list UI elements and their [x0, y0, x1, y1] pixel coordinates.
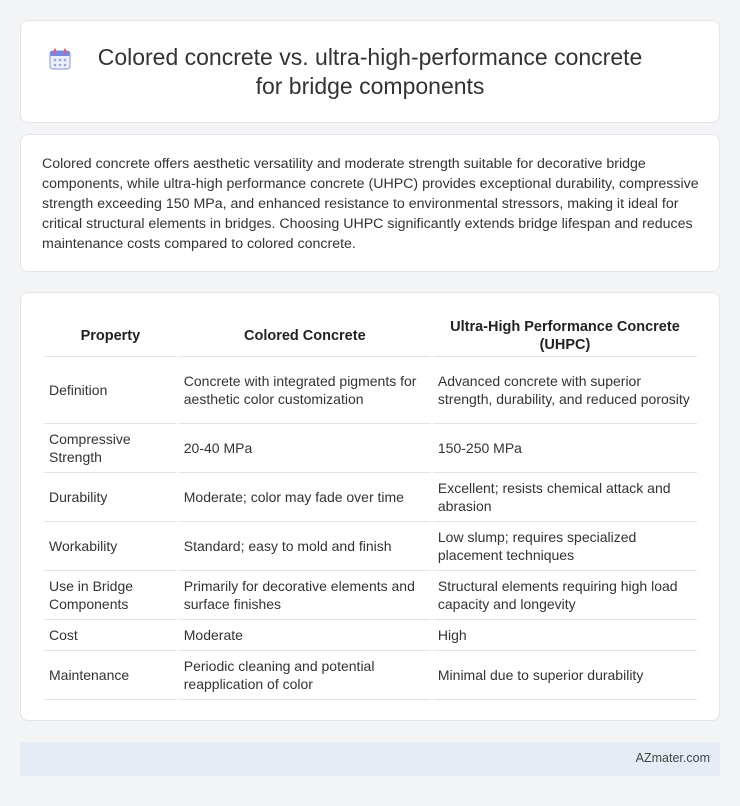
- table-header-row: [44, 314, 697, 357]
- table-cell: Periodic cleaning and potential reapplication of color: [179, 651, 431, 700]
- table-row: [44, 473, 697, 522]
- table-row: [44, 522, 697, 571]
- table-row: [44, 357, 697, 424]
- header-colored-concrete: Colored Concrete: [179, 314, 431, 357]
- table-cell: Concrete with integrated pigments for aesthetic color customization: [179, 357, 431, 424]
- table-row: [44, 571, 697, 620]
- table-cell: Low slump; requires specialized placement techniques: [433, 522, 697, 571]
- summary-text: Colored concrete offers aesthetic versatility and moderate strength suitable for decorative bridge components, while ultra-high performance concrete (UHPC) provides exceptional durability, compressive strength exceeding 150 MPa, and enhanced resistance to environmental stressors, making it ideal for critical structural elements in bridges. Choosing UHPC significantly extends bridge lifespan and reduces maintenance costs compared to colored concrete.: [42, 156, 699, 252]
- page-title: Colored concrete vs. ultra-high-performance concrete for bridge components: [97, 44, 643, 99]
- footer-site-link[interactable]: AZmater.com: [635, 751, 710, 765]
- summary-card: [20, 134, 720, 272]
- table-row: [44, 620, 697, 651]
- footer: [20, 742, 720, 776]
- table-cell: 20-40 MPa: [179, 424, 431, 473]
- header-uhpc: Ultra-High Performance Concrete (UHPC): [433, 314, 697, 357]
- table-cell: Minimal due to superior durability: [433, 651, 697, 700]
- table-cell: Moderate: [179, 620, 431, 651]
- table-cell: Excellent; resists chemical attack and abrasion: [433, 473, 697, 522]
- table-cell: Maintenance: [44, 651, 177, 700]
- table-row: [44, 651, 697, 700]
- table-cell: Workability: [44, 522, 177, 571]
- table-cell: Compressive Strength: [44, 424, 177, 473]
- table-cell: Cost: [44, 620, 177, 651]
- table-cell: Durability: [44, 473, 177, 522]
- table-cell: 150-250 MPa: [433, 424, 697, 473]
- title-card: [20, 20, 720, 123]
- table-cell: Definition: [44, 357, 177, 424]
- table-cell: High: [433, 620, 697, 651]
- table-cell: Structural elements requiring high load capacity and longevity: [433, 571, 697, 620]
- header-property: Property: [44, 314, 177, 357]
- table-cell: Standard; easy to mold and finish: [179, 522, 431, 571]
- table-row: [44, 424, 697, 473]
- comparison-table: [42, 314, 699, 700]
- comparison-table-card: [20, 292, 720, 721]
- table-cell: Use in Bridge Components: [44, 571, 177, 620]
- table-cell: Advanced concrete with superior strength, durability, and reduced porosity: [433, 357, 697, 424]
- table-cell: Moderate; color may fade over time: [179, 473, 431, 522]
- table-cell: Primarily for decorative elements and surface finishes: [179, 571, 431, 620]
